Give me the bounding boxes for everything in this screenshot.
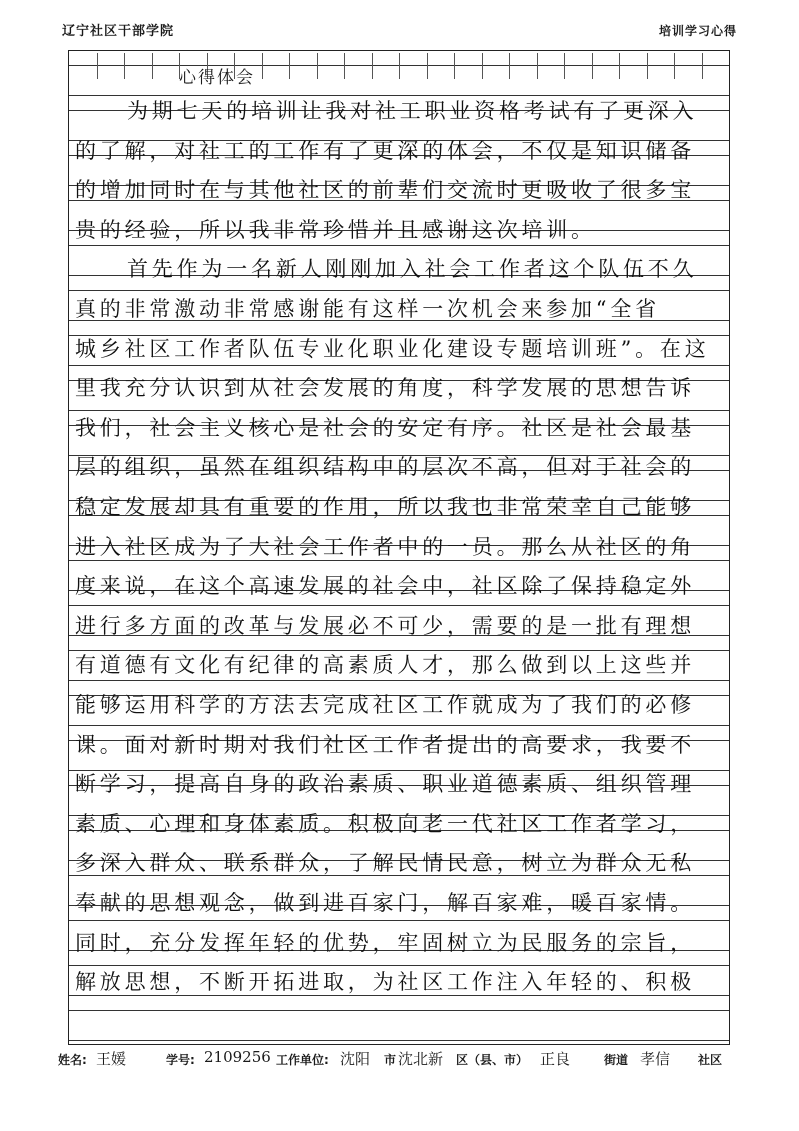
community-label: 社区 [698,1053,723,1067]
essay-line: 有道德有文化有纪律的高素质人才，那么做到以上这些并 [75,653,695,678]
district-label: 区（县、市） [456,1053,529,1067]
essay-line: 我们，社会主义核心是社会的安定有序。社区是社会最基 [75,415,695,440]
id-label: 学号: [166,1053,195,1067]
essay-line: 为期七天的培训让我对社工职业资格考试有了更深入 [127,99,698,123]
essay-line: 首先作为一名新人刚刚加入社会工作者这个队伍不久 [127,257,698,282]
essay-line: 稳定发展却具有重要的作用，所以我也非常荣幸自己能够 [75,495,695,519]
essay-line: 层的组织，虽然在组织结构中的层次不高，但对于社会的 [75,455,695,480]
city-label: 市 [384,1053,397,1067]
essay-line: 课。面对新时期对我们社区工作者提出的高要求，我要不 [75,732,695,757]
id-value: 2109256 [204,1048,271,1066]
essay-body [69,51,729,1044]
street-value: 正良 [540,1050,571,1068]
street-label: 街道 [604,1053,629,1067]
essay-line: 进行多方面的改革与发展必不可少，需要的是一批有理想 [75,613,695,638]
student-info-footer [58,1048,748,1072]
district-value: 沈北新 [398,1050,444,1068]
essay-line: 奉献的思想观念，做到进百家门，解百家难，暖百家情。 [75,891,695,915]
essay-line: 城乡社区工作者队伍专业化职业化建设专题培训班”。在这 [75,336,710,361]
essay-line: 断学习，提高自身的政治素质、职业道德素质、组织管理 [75,772,695,797]
work-unit-label: 工作单位: [276,1053,329,1067]
doc-type-header: 培训学习心得 [658,24,737,38]
essay-line: 同时，充分发挥年轻的优势，牢固树立为民服务的宗旨， [75,930,695,955]
essay-line: 度来说，在这个高速发展的社会中，社区除了保持稳定外 [75,574,695,599]
essay-line: 多深入群众、联系群众，了解民情民意，树立为群众无私 [75,851,695,876]
name-value: 王媛 [96,1050,127,1068]
essay-line: 能够运用科学的方法去完成社区工作就成为了我们的必修 [75,693,695,717]
city-value: 沈阳 [340,1050,371,1068]
essay-line: 贵的经验，所以我非常珍惜并且感谢这次培训。 [75,217,596,242]
community-value: 孝信 [640,1050,671,1068]
essay-line: 进入社区成为了大社会工作者中的一员。那么从社区的角 [75,534,695,559]
essay-line: 的了解，对社工的工作有了更深的体会，不仅是知识储备 [75,138,695,163]
writing-grid [68,50,730,1045]
institution-header: 辽宁社区干部学院 [62,24,175,39]
essay-line: 解放思想，不断开拓进取，为社区工作注入年轻的、积极 [75,970,695,995]
essay-title: 心得体会 [179,68,255,88]
essay-line: 的增加同时在与其他社区的前辈们交流时更吸收了很多宝 [75,178,695,203]
name-label: 姓名: [58,1053,87,1067]
essay-line: 里我充分认识到从社会发展的角度，科学发展的思想告诉 [75,376,695,401]
essay-line: 素质、心理和身体素质。积极向老一代社区工作者学习， [75,811,695,836]
essay-line: 真的非常激动非常感谢能有这样一次机会来参加“全省 [75,297,660,321]
